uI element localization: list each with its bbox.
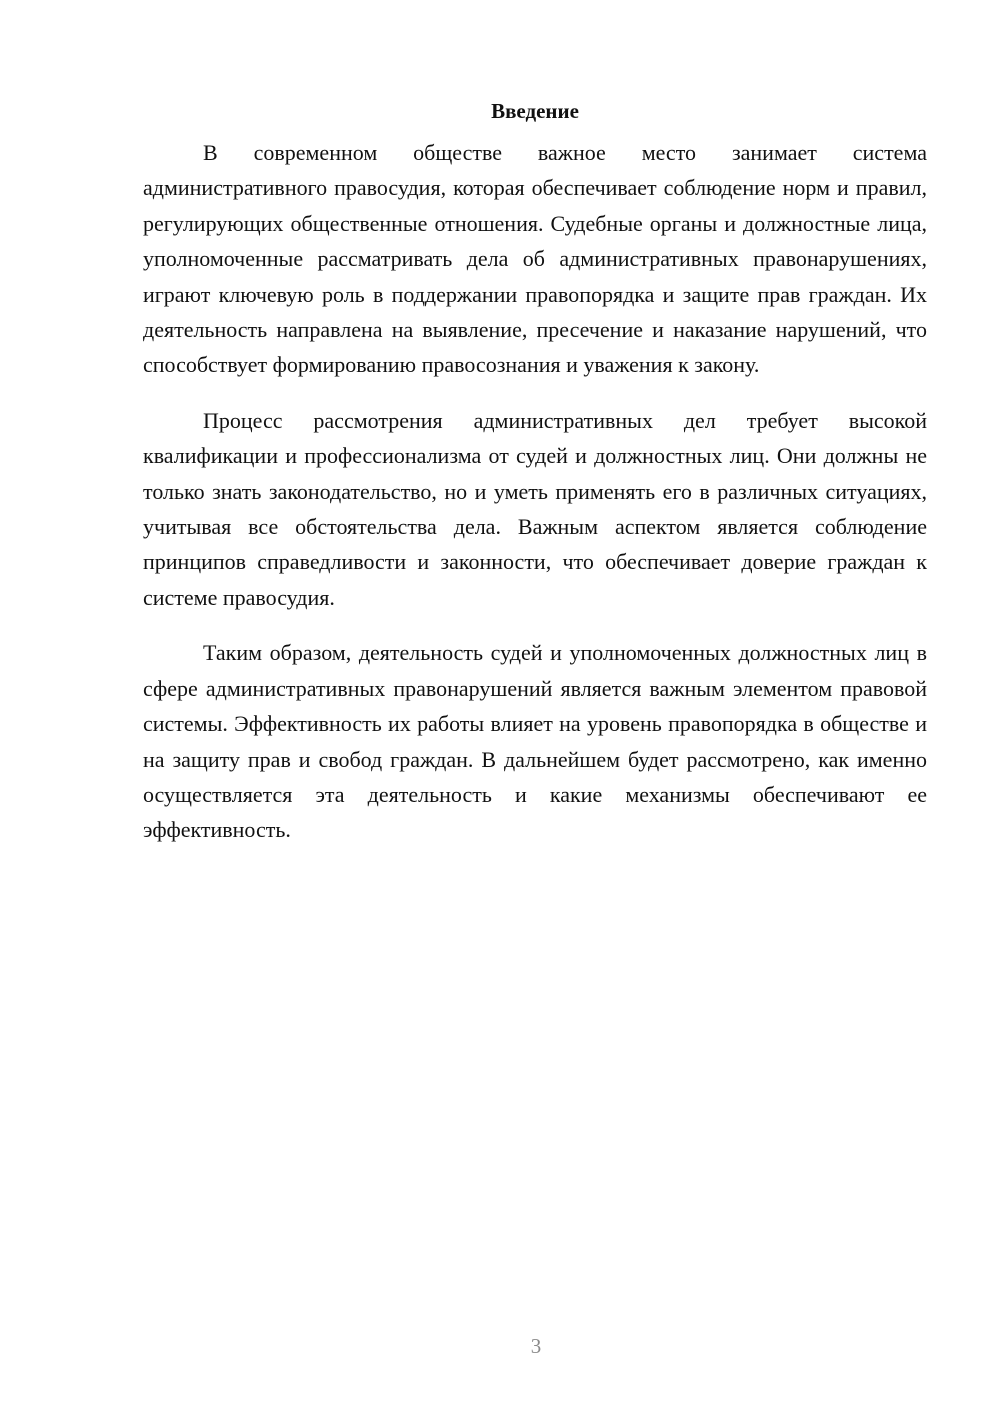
paragraph-1: В современном обществе важное место занимает система административного правосудия, которая обеспечивает соблюдение норм и правил, регулирующих общественные отношения. Судебные органы и должностные лица, уполномоченные рассматривать дела об административных правонарушениях, играют ключевую роль в поддержании правопорядка и защите прав граждан. Их деятельность направлена на выявление, пресечение и наказание нарушений, что способствует формированию правосознания и уважения к закону.: [143, 140, 927, 378]
page-number: 3: [530, 1334, 542, 1358]
section-title: Введение: [491, 99, 579, 123]
paragraph-3: Таким образом, деятельность судей и уполномоченных должностных лиц в сфере административных правонарушений является важным элементом правовой системы. Эффективность их работы влияет на уровень правопорядка в обществе и на защиту прав и свобод граждан. В дальнейшем будет рассмотрено, как именно осуществляется эта деятельность и какие механизмы обеспечивают ее эффективность.: [143, 640, 927, 843]
page-content: [143, 94, 927, 848]
paragraph-2: Процесс рассмотрения административных дел требует высокой квалификации и профессионализма от судей и должностных лиц. Они должны не только знать законодательство, но и уметь применять его в различных ситуациях, учитывая все обстоятельства дела. Важным аспектом является соблюдение принципов справедливости и законности, что обеспечивает доверие граждан к системе правосудия.: [143, 407, 927, 610]
